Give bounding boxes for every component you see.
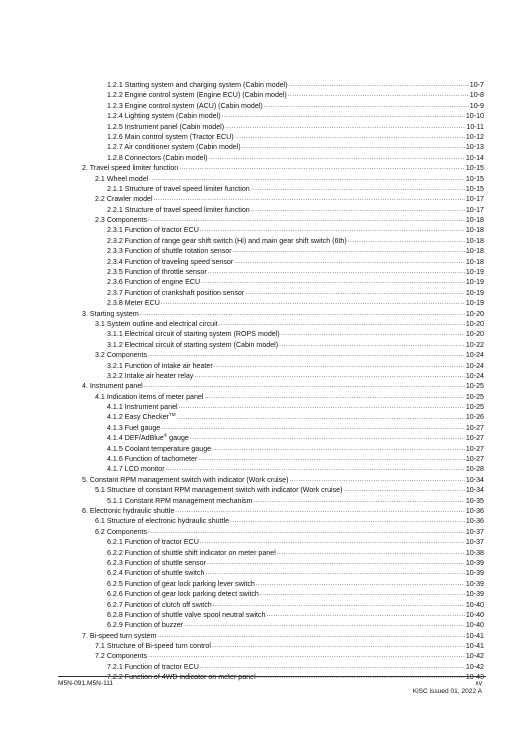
toc-leader-dots xyxy=(179,163,465,173)
toc-entry-title xyxy=(107,412,177,422)
toc-entry-page: 10-8 xyxy=(469,91,484,100)
toc-entry-title xyxy=(82,631,158,641)
toc-entry-page: 10-24 xyxy=(465,351,484,360)
toc-entry-page: 10-25 xyxy=(465,403,484,412)
toc-leader-dots xyxy=(256,579,465,589)
toc-entry-label: 4.1.3 Fuel gauge xyxy=(107,423,161,432)
toc-entry-page: 10-37 xyxy=(465,538,484,547)
toc-entry-label: 7.2.1 Function of tractor ECU xyxy=(107,662,199,671)
toc-entry[interactable] xyxy=(0,433,522,443)
toc-entry-title xyxy=(107,205,251,215)
toc-entry-label: 2.3.2 Function of range gear shift switch (Hi) and main gear shift switch (6th) xyxy=(107,236,347,245)
toc-entry-label: 3.1.1 Electrical circuit of starting system (ROPS model) xyxy=(107,330,280,339)
toc-entry-title xyxy=(107,589,260,599)
toc-entry-title xyxy=(107,662,200,672)
toc-leader-dots xyxy=(242,142,465,152)
toc-entry-page: 10-18 xyxy=(465,247,484,256)
toc-entry-label: 6.2.7 Function of clutch off switch xyxy=(107,600,212,609)
toc-entry-title xyxy=(82,309,140,319)
toc-entry[interactable] xyxy=(0,631,522,641)
toc-entry-page: 10-38 xyxy=(465,548,484,557)
toc-leader-dots xyxy=(148,215,465,225)
toc-entry-title xyxy=(107,90,288,100)
toc-entry-label: 6.2.2 Function of shuttle shift indicator on meter panel xyxy=(107,548,276,557)
toc-entry-title xyxy=(95,516,230,526)
toc-entry-title xyxy=(107,132,235,142)
toc-entry-label: 2.2.1 Structure of travel speed limiter function xyxy=(107,205,250,214)
toc-entry-title xyxy=(95,174,149,184)
toc-entry[interactable] xyxy=(0,516,522,526)
toc-entry[interactable] xyxy=(0,475,522,485)
toc-entry-page: 10-37 xyxy=(465,527,484,536)
toc-entry-label: 6.2.6 Function of gear lock parking detect switch xyxy=(107,590,259,599)
toc-entry[interactable] xyxy=(0,579,522,589)
toc-entry[interactable] xyxy=(0,496,522,506)
toc-entry[interactable] xyxy=(0,600,522,610)
toc-entry-title xyxy=(107,537,200,547)
toc-entry-label: 6. Electronic hydraulic shuttle xyxy=(82,507,175,515)
toc-entry-page: 10-7 xyxy=(469,80,484,89)
toc-entry-page: 10-24 xyxy=(465,371,484,380)
toc-entry-page: 10-18 xyxy=(465,257,484,266)
toc-entry-title xyxy=(95,485,343,495)
toc-entry-label: 4.1.1 Instrument panel xyxy=(107,403,178,412)
toc-entry-page: 10-42 xyxy=(465,662,484,671)
toc-entry-label: 5.1 Structure of constant RPM management switch with indicator (Work cruise) xyxy=(95,486,343,495)
toc-entry-page: 10-26 xyxy=(465,413,484,422)
toc-entry-label: 2.1 Wheel model xyxy=(95,174,149,183)
toc-entry[interactable] xyxy=(0,548,522,558)
toc-entry[interactable] xyxy=(0,371,522,381)
toc-leader-dots xyxy=(281,329,465,339)
toc-leader-dots xyxy=(184,620,465,630)
toc-leader-dots xyxy=(343,485,464,495)
toc-leader-dots xyxy=(207,558,465,568)
toc-entry-page: 10-27 xyxy=(465,434,484,443)
toc-entry-label: 1.2.3 Engine control system (ACU) (Cabin model) xyxy=(107,101,263,110)
toc-leader-dots xyxy=(230,516,465,526)
toc-leader-dots xyxy=(264,101,469,111)
toc-entry-title xyxy=(107,225,200,235)
toc-entry-page: 10-25 xyxy=(465,392,484,401)
toc-entry-title xyxy=(107,600,213,610)
toc-entry-label: 4. Instrument panel xyxy=(82,382,143,391)
toc-entry[interactable] xyxy=(0,662,522,672)
toc-entry-label: 2.1.1 Structure of travel speed limiter function xyxy=(107,184,250,193)
toc-leader-dots xyxy=(348,236,465,246)
toc-entry-title xyxy=(107,496,254,506)
toc-entry-label: 2.3.8 Meter ECU xyxy=(107,299,160,308)
toc-entry-page: 10-17 xyxy=(465,195,484,204)
toc-entry-title xyxy=(107,184,251,194)
toc-leader-dots xyxy=(198,454,465,464)
toc-leader-dots xyxy=(204,392,464,402)
toc-leader-dots xyxy=(245,288,465,298)
toc-entry-label: 6.2.3 Function of shuttle sensor xyxy=(107,558,206,567)
toc-entry-label: 4.1.7 LCD monitor xyxy=(107,465,165,474)
toc-entry-page: 10-20 xyxy=(465,319,484,328)
toc-leader-dots xyxy=(200,662,465,672)
toc-entry-label: 3.1 System outline and electrical circuit xyxy=(95,319,218,328)
toc-entry-page: 10-35 xyxy=(465,496,484,505)
toc-entry-title xyxy=(107,672,257,682)
toc-entry[interactable] xyxy=(0,641,522,651)
toc-entry-page: 10-11 xyxy=(466,122,484,131)
toc-leader-dots xyxy=(200,537,465,547)
toc-leader-dots xyxy=(201,277,465,287)
toc-entry-page: 10-20 xyxy=(465,330,484,339)
toc-entry[interactable] xyxy=(0,485,522,495)
toc-entry-label: 3.2 Components xyxy=(95,351,148,360)
toc-leader-dots xyxy=(219,319,465,329)
toc-entry-page: 10-15 xyxy=(465,164,484,173)
toc-entry[interactable] xyxy=(0,506,522,516)
toc-entry-label: 6.2.5 Function of gear lock parking lever switch xyxy=(107,579,255,588)
toc-entry-title xyxy=(107,246,233,256)
toc-entry-page: 10-15 xyxy=(465,184,484,193)
toc-entry-label: 7.2.2 Function of 4WD indicator on meter panel xyxy=(107,673,256,682)
toc-leader-dots xyxy=(251,184,465,194)
toc-leader-dots xyxy=(277,548,465,558)
toc-entry-title xyxy=(107,371,194,381)
toc-entry[interactable] xyxy=(0,464,522,474)
toc-entry-label: 6.2.1 Function of tractor ECU xyxy=(107,538,199,547)
toc-leader-dots xyxy=(205,568,464,578)
toc-entry[interactable] xyxy=(0,620,522,630)
toc-entry-title xyxy=(95,215,148,225)
toc-entry[interactable] xyxy=(0,568,522,578)
toc-entry-label-suffix: gauge xyxy=(167,434,189,443)
toc-leader-dots xyxy=(209,153,465,163)
toc-entry-page: 10-36 xyxy=(465,517,484,526)
toc-entry-title xyxy=(107,568,205,578)
toc-entry[interactable] xyxy=(0,537,522,547)
toc-leader-dots xyxy=(222,111,465,121)
toc-entry-page: 10-40 xyxy=(465,600,484,609)
toc-leader-dots xyxy=(254,496,465,506)
toc-entry-title xyxy=(107,80,289,90)
toc-entry[interactable] xyxy=(0,329,522,339)
toc-entry-page: 10-39 xyxy=(465,579,484,588)
toc-leader-dots xyxy=(208,267,465,277)
toc-entry-label: 4.1 Indication items of meter panel xyxy=(95,392,204,401)
toc-entry-title xyxy=(107,610,267,620)
toc-entry-page: 10-14 xyxy=(465,153,484,162)
toc-entry-label: 5. Constant RPM management switch with indicator (Work cruise) xyxy=(82,475,289,484)
table-of-contents xyxy=(0,80,522,683)
toc-entry-title xyxy=(107,454,198,464)
toc-entry-label: 1.2.7 Air conditioner system (Cabin model) xyxy=(107,143,241,152)
toc-entry-title xyxy=(95,319,219,329)
toc-entry[interactable] xyxy=(0,298,522,308)
toc-leader-dots xyxy=(148,527,465,537)
toc-entry-label: 2.3.1 Function of tractor ECU xyxy=(107,226,199,235)
toc-entry[interactable] xyxy=(0,184,522,194)
toc-entry-page: 10-27 xyxy=(465,455,484,464)
toc-entry-label: 1.2.1 Starting system and charging system (Cabin model) xyxy=(107,80,288,89)
toc-entry[interactable] xyxy=(0,309,522,319)
toc-entry-page: 10-34 xyxy=(465,486,484,495)
toc-entry[interactable] xyxy=(0,174,522,184)
toc-entry-page: 10-15 xyxy=(465,174,484,183)
toc-entry[interactable] xyxy=(0,392,522,402)
toc-leader-dots xyxy=(148,350,465,360)
toc-entry-label: 4.1.5 Coolant temperature gauge xyxy=(107,444,212,453)
toc-entry-label: 2. Travel speed limiter function xyxy=(82,164,179,173)
toc-entry-label: 1.2.8 Connectors (Cabin model) xyxy=(107,153,208,162)
toc-entry-page: 10-19 xyxy=(465,288,484,297)
toc-entry-page: 10-17 xyxy=(465,205,484,214)
toc-entry-label: 2.3.5 Function of throttle sensor xyxy=(107,268,207,277)
toc-leader-dots xyxy=(149,174,465,184)
toc-entry[interactable] xyxy=(0,225,522,235)
toc-entry-page: 10-41 xyxy=(465,631,484,640)
toc-entry-label: 3.2.2 Intake air heater relay xyxy=(107,371,194,380)
toc-leader-dots xyxy=(233,246,465,256)
toc-entry[interactable] xyxy=(0,257,522,267)
toc-entry-page: 10-24 xyxy=(465,361,484,370)
toc-entry[interactable] xyxy=(0,153,522,163)
toc-entry-label: 3. Starting system xyxy=(82,309,139,318)
toc-entry-title xyxy=(107,558,207,568)
toc-entry-page: 10-9 xyxy=(469,101,484,110)
toc-entry-label: 3.2.1 Function of intake air heater xyxy=(107,361,213,370)
toc-entry-page: 10-40 xyxy=(465,621,484,630)
toc-entry-title xyxy=(107,464,166,474)
toc-entry[interactable] xyxy=(0,527,522,537)
toc-entry-title xyxy=(82,475,289,485)
footer-issue: KiSC issued 01, 2022 A xyxy=(412,688,482,695)
toc-entry[interactable] xyxy=(0,80,522,90)
toc-entry[interactable] xyxy=(0,122,522,132)
toc-leader-dots xyxy=(166,464,465,474)
toc-entry-label: 6.1 Structure of electronic hydraulic shuttle xyxy=(95,517,230,526)
toc-entry[interactable] xyxy=(0,246,522,256)
toc-entry-title xyxy=(107,277,201,287)
toc-entry-label: 2.3.6 Function of engine ECU xyxy=(107,278,201,287)
toc-entry-title xyxy=(107,267,208,277)
toc-entry-title xyxy=(107,101,264,111)
toc-leader-dots xyxy=(289,475,464,485)
toc-entry-page: 10-28 xyxy=(465,465,484,474)
toc-leader-dots xyxy=(279,340,465,350)
toc-entry[interactable] xyxy=(0,610,522,620)
toc-entry[interactable] xyxy=(0,423,522,433)
toc-entry-title xyxy=(107,236,348,246)
toc-entry-page: 10-41 xyxy=(465,642,484,651)
toc-entry[interactable] xyxy=(0,350,522,360)
toc-entry-label: 7.1 Structure of Bi-speed turn control xyxy=(95,642,211,651)
toc-entry-label: 2.3.4 Function of traveling speed sensor xyxy=(107,257,234,266)
toc-entry[interactable] xyxy=(0,194,522,204)
toc-entry[interactable] xyxy=(0,340,522,350)
toc-entry-title xyxy=(107,329,281,339)
toc-entry-title xyxy=(107,620,184,630)
toc-entry-title xyxy=(107,340,279,350)
toc-entry[interactable] xyxy=(0,267,522,277)
toc-leader-dots xyxy=(161,423,465,433)
toc-leader-dots xyxy=(289,80,469,90)
toc-entry-page: 10-25 xyxy=(465,382,484,391)
toc-leader-dots xyxy=(175,506,465,516)
toc-entry[interactable] xyxy=(0,90,522,100)
toc-entry-title xyxy=(107,257,234,267)
toc-entry-page: 10-40 xyxy=(465,610,484,619)
toc-entry-page: 10-36 xyxy=(465,507,484,515)
toc-entry-title xyxy=(107,361,214,371)
toc-entry-title xyxy=(95,651,148,661)
toc-entry-title xyxy=(107,298,161,308)
toc-entry-title xyxy=(107,548,277,558)
toc-leader-dots xyxy=(144,381,465,391)
toc-entry-label: 6.2.8 Function of shuttle valve spool neutral switch xyxy=(107,610,266,619)
toc-leader-dots xyxy=(161,298,465,308)
toc-leader-dots xyxy=(225,122,465,132)
toc-entry-label: 3.1.2 Electrical circuit of starting system (Cabin model) xyxy=(107,340,279,349)
toc-entry-page: 10-12 xyxy=(465,132,484,141)
toc-leader-dots xyxy=(212,444,465,454)
toc-entry-title xyxy=(95,350,148,360)
toc-leader-dots xyxy=(288,90,469,100)
toc-entry-title xyxy=(82,506,175,516)
toc-entry[interactable] xyxy=(0,444,522,454)
toc-entry-page: 10-20 xyxy=(465,309,484,318)
toc-entry-superscript: ® xyxy=(163,433,168,439)
toc-entry-label: 6.2.9 Function of buzzer xyxy=(107,621,184,630)
toc-entry-page: 10-39 xyxy=(465,569,484,578)
toc-entry-label: 2.3 Components xyxy=(95,216,148,225)
toc-entry-superscript: TM xyxy=(168,412,176,418)
toc-entry[interactable] xyxy=(0,101,522,111)
toc-entry-title xyxy=(95,194,154,204)
toc-entry-page: 10-39 xyxy=(465,590,484,599)
toc-entry-label: 1.2.4 Lighting system (Cabin model) xyxy=(107,112,221,121)
toc-entry[interactable] xyxy=(0,381,522,391)
toc-entry-label: 4.1.2 Easy Checker xyxy=(107,413,169,422)
toc-entry-title xyxy=(107,402,179,412)
toc-entry-title xyxy=(107,433,190,443)
toc-entry-label: 1.2.2 Engine control system (Engine ECU) (Cabin model) xyxy=(107,91,287,100)
toc-leader-dots xyxy=(234,257,465,267)
toc-leader-dots xyxy=(251,205,465,215)
toc-entry-title xyxy=(95,392,204,402)
toc-leader-dots xyxy=(260,589,465,599)
toc-leader-dots xyxy=(140,309,465,319)
toc-leader-dots xyxy=(257,672,465,682)
toc-entry[interactable] xyxy=(0,215,522,225)
toc-leader-dots xyxy=(177,413,465,423)
toc-entry-page: 10-34 xyxy=(465,475,484,484)
toc-entry-label: 7.2 Components xyxy=(95,652,148,661)
toc-leader-dots xyxy=(158,631,465,641)
toc-entry-label: 5.1.1 Constant RPM management mechanism xyxy=(107,496,253,505)
toc-entry-label: 6.2.4 Function of shuttle switch xyxy=(107,569,205,578)
toc-entry-page: 10-13 xyxy=(465,143,484,152)
toc-entry-page: 10-27 xyxy=(465,423,484,432)
toc-entry-label: 1.2.5 Instrument panel (Cabin model) xyxy=(107,122,225,131)
toc-entry-label: 2.2 Crawler model xyxy=(95,195,153,204)
toc-entry[interactable] xyxy=(0,163,522,173)
toc-leader-dots xyxy=(235,132,465,142)
toc-entry[interactable] xyxy=(0,402,522,412)
toc-entry-title xyxy=(107,579,256,589)
toc-entry[interactable] xyxy=(0,558,522,568)
toc-leader-dots xyxy=(190,433,465,443)
toc-entry[interactable] xyxy=(0,288,522,298)
toc-entry[interactable] xyxy=(0,142,522,152)
toc-entry-title xyxy=(95,527,148,537)
toc-leader-dots xyxy=(194,371,464,381)
toc-entry-label: 7. Bi-speed turn system xyxy=(82,631,157,640)
footer-divider xyxy=(58,676,486,677)
toc-entry-page: 10-19 xyxy=(465,299,484,308)
toc-entry-label: 1.2.6 Main control system (Tractor ECU) xyxy=(107,132,234,141)
toc-entry-page: 10-39 xyxy=(465,558,484,567)
toc-entry-label: 6.2 Components xyxy=(95,527,148,536)
toc-leader-dots xyxy=(213,600,465,610)
toc-entry-title xyxy=(107,153,209,163)
footer-page-number: xv xyxy=(475,680,482,687)
toc-entry-title xyxy=(82,381,144,391)
toc-entry[interactable] xyxy=(0,132,522,142)
toc-entry-title xyxy=(107,423,161,433)
toc-leader-dots xyxy=(212,641,465,651)
toc-entry[interactable] xyxy=(0,205,522,215)
toc-entry[interactable] xyxy=(0,589,522,599)
toc-entry[interactable] xyxy=(0,319,522,329)
toc-entry[interactable] xyxy=(0,111,522,121)
toc-entry-label: 2.3.3 Function of shuttle rotation sensor xyxy=(107,247,232,256)
toc-leader-dots xyxy=(200,225,465,235)
toc-entry-page: 10-19 xyxy=(465,268,484,277)
toc-leader-dots xyxy=(179,402,465,412)
toc-entry-title xyxy=(107,111,222,121)
toc-entry-page: 10-19 xyxy=(465,278,484,287)
toc-leader-dots xyxy=(154,194,465,204)
toc-entry-title xyxy=(82,163,179,173)
toc-entry-page: 10-43 xyxy=(465,673,484,682)
toc-leader-dots xyxy=(267,610,465,620)
toc-entry[interactable] xyxy=(0,236,522,246)
toc-entry-page: 10-18 xyxy=(465,226,484,235)
toc-entry-page: 10-22 xyxy=(465,340,484,349)
toc-leader-dots xyxy=(214,361,465,371)
toc-entry-page: 10-10 xyxy=(465,112,484,121)
toc-entry[interactable] xyxy=(0,277,522,287)
toc-entry-label: 2.3.7 Function of crankshaft position sensor xyxy=(107,288,245,297)
toc-entry-page: 10-18 xyxy=(465,216,484,225)
toc-entry[interactable] xyxy=(0,413,522,423)
toc-entry-title xyxy=(107,444,212,454)
toc-entry-page: 10-42 xyxy=(465,652,484,661)
toc-entry-label: 4.1.6 Function of tachometer xyxy=(107,455,198,464)
toc-entry[interactable] xyxy=(0,454,522,464)
toc-entry-label: 4.1.4 DEF/AdBlue xyxy=(107,434,164,443)
toc-entry-page: 10-18 xyxy=(465,236,484,245)
toc-entry-page: 10-27 xyxy=(465,444,484,453)
footer-model: M5N-091,M5N-111 xyxy=(58,680,114,687)
toc-entry-title xyxy=(107,142,242,152)
toc-entry-title xyxy=(107,122,225,132)
toc-entry-title xyxy=(95,641,212,651)
toc-entry[interactable] xyxy=(0,361,522,371)
toc-leader-dots xyxy=(148,651,465,661)
toc-entry[interactable] xyxy=(0,651,522,661)
toc-entry-title xyxy=(107,288,245,298)
